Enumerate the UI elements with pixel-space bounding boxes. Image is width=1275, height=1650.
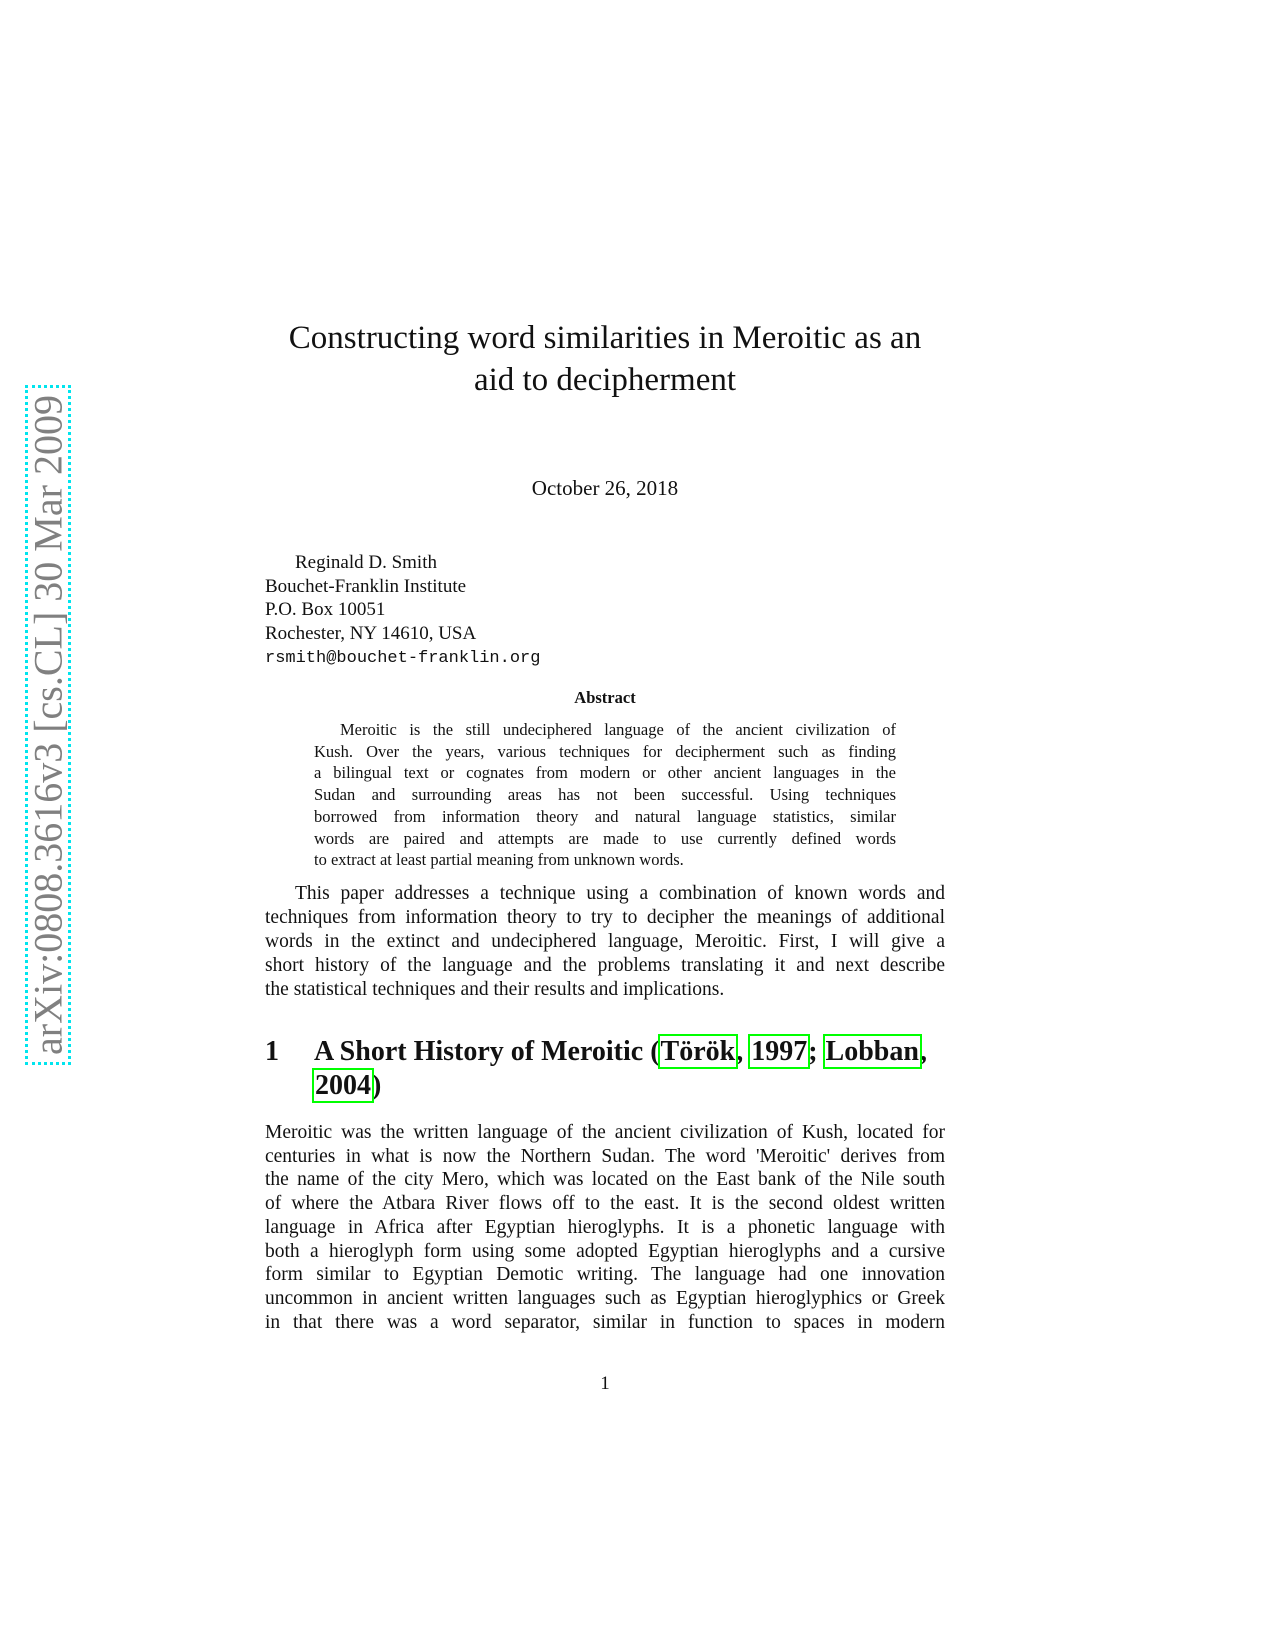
text-line: techniques from information theory to try to decipher the meanings of additional	[265, 907, 945, 928]
text-line: centuries in what is now the Northern Sudan. The word 'Meroitic' derives from	[265, 1145, 945, 1167]
cite-1997[interactable]: 1997	[751, 1036, 808, 1067]
text-line: borrowed from information theory and natural language statistics, similar	[314, 806, 896, 826]
author-email[interactable]: rsmith@bouchet-franklin.org	[265, 649, 541, 668]
text-line: Meroitic is the still undeciphered language of the ancient civilization of	[340, 720, 896, 739]
cite-2004[interactable]: 2004	[315, 1070, 371, 1101]
cite-torok[interactable]: Török	[660, 1036, 736, 1067]
title-line-1: Constructing word similarities in Meroitic as an	[288, 320, 922, 356]
arxiv-id: arXiv:0808.3616v3 [cs.CL] 30 Mar 2009	[25, 395, 71, 1055]
close-paren: )	[372, 1070, 382, 1101]
text-line: uncommon in ancient written languages such as Egyptian hieroglyphics or Greek	[265, 1287, 945, 1309]
author-name: Reginald D. Smith	[295, 552, 437, 573]
text-line: a bilingual text or cognates from modern or other ancient languages in the	[314, 763, 896, 783]
page-number: 1	[600, 1373, 610, 1394]
author-address-2: Rochester, NY 14610, USA	[265, 623, 477, 644]
text-line: of where the Atbara River flows off to the east. It is the second oldest written	[265, 1193, 945, 1215]
text-line: Kush. Over the years, various techniques for decipherment such as finding	[314, 741, 896, 761]
date: October 26, 2018	[531, 476, 679, 500]
text-line: short history of the language and the problems translating it and next describe	[265, 955, 945, 976]
text-line: in that there was a word separator, similar in function to spaces in modern	[265, 1311, 945, 1333]
text-line: Sudan and surrounding areas has not been successful. Using techniques	[314, 785, 896, 805]
text-line: both a hieroglyph form using some adopted Egyptian hieroglyphs and a cursive	[265, 1240, 945, 1262]
text-line: the name of the city Mero, which was located on the East bank of the Nile south	[265, 1169, 945, 1191]
text-line: This paper addresses a technique using a combination of known words and	[295, 883, 945, 904]
title-line-2: aid to decipherment	[473, 362, 737, 398]
text-line: words in the extinct and undeciphered language, Meroitic. First, I will give a	[265, 931, 945, 952]
text-line: Meroitic was the written language of the ancient civilization of Kush, located for	[265, 1122, 945, 1143]
section-heading-line-2	[314, 1070, 381, 1102]
author-affiliation: Bouchet-Franklin Institute	[265, 576, 467, 597]
section-heading	[314, 1036, 927, 1068]
section-number: 1	[265, 1036, 279, 1067]
text-line: the statistical techniques and their results and implications.	[265, 979, 725, 1000]
text-line: words are paired and attempts are made to use currently defined words	[314, 828, 896, 848]
cite-lobban[interactable]: Lobban	[825, 1036, 919, 1067]
author-address-1: P.O. Box 10051	[265, 599, 386, 620]
text-line: form similar to Egyptian Demotic writing. The language had one innovation	[265, 1264, 945, 1286]
text-line: language in Africa after Egyptian hieroglyphs. It is a phonetic language with	[265, 1216, 945, 1238]
sep: ,	[736, 1036, 751, 1067]
sep: ,	[919, 1036, 927, 1067]
abstract-heading: Abstract	[574, 688, 636, 707]
text-line: to extract at least partial meaning from unknown words.	[314, 850, 684, 870]
sep: ;	[808, 1036, 825, 1067]
section-title: A Short History of Meroitic (	[314, 1036, 660, 1067]
